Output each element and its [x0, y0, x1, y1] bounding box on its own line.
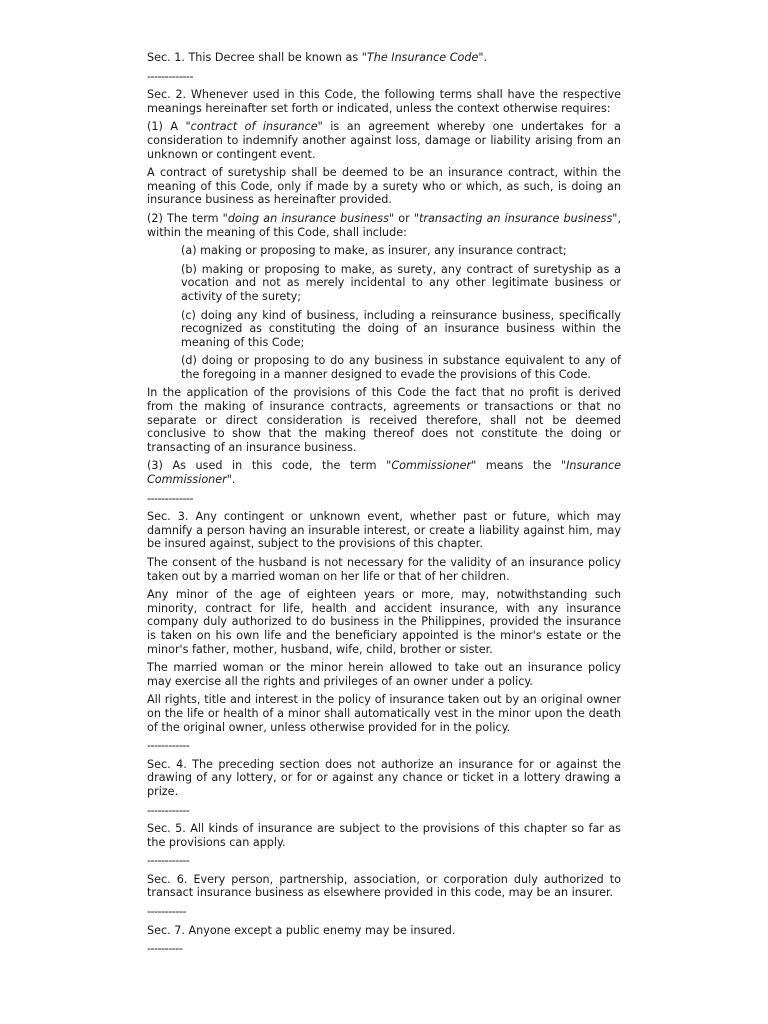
sec2-item-d: (d) doing or proposing to do any business in substance equivalent to any of the foregoing in a manner designed to evade the provisions of this Code. — [181, 354, 621, 381]
text: (2) The term " — [147, 211, 228, 225]
separator: ----------- — [147, 905, 186, 919]
separator: ------------ — [147, 854, 190, 868]
sec2-clause-1 — [147, 120, 621, 161]
text: ". — [226, 473, 236, 487]
separator: ------------- — [147, 491, 193, 505]
text: Sec. 1. This Decree shall be known as " — [147, 51, 367, 64]
code-title: The Insurance Code — [366, 51, 479, 64]
sec5-paragraph: Sec. 5. All kinds of insurance are subject to the provisions of this chapter so far as the provisions can apply. — [147, 822, 621, 849]
text: " means the " — [471, 459, 567, 473]
sec2-intro: Sec. 2. Whenever used in this Code, the following terms shall have the respective meanings hereinafter set forth or indicated, unless the context otherwise requires: — [147, 88, 621, 115]
text: (1) A " — [147, 120, 191, 134]
sec4-paragraph: Sec. 4. The preceding section does not authorize an insurance for or against the drawing of any lottery, or for or against any chance or ticket in a lottery drawing a prize. — [147, 757, 621, 798]
sec3-paragraph: The consent of the husband is not necessary for the validity of an insurance policy taken out by a married woman on her life or that of her children. — [147, 556, 621, 583]
term: transacting an insurance business — [418, 211, 613, 225]
separator: ---------- — [147, 942, 183, 956]
term: Insurance Commissioner — [147, 459, 621, 487]
sec3-paragraph: All rights, title and interest in the policy of insurance taken out by an original owner on the life or health of a minor shall automatically vest in the minor upon the death of the original owner, unless otherwise provided for in the policy. — [147, 693, 621, 734]
sec6-paragraph: Sec. 6. Every person, partnership, association, or corporation duly authorized to transact insurance business as elsewhere provided in this code, may be an insurer. — [147, 872, 621, 900]
term: contract of insurance — [190, 120, 318, 134]
sec2-item-a: (a) making or proposing to make, as insurer, any insurance contract; — [181, 244, 567, 258]
separator: ------------ — [147, 803, 190, 817]
sec2-suretyship: A contract of suretyship shall be deemed to be an insurance contract, within the meaning of this Code, only if made by a surety who or which, as such, is doing an insurance business as hereinafter provided. — [147, 166, 621, 207]
sec2-item-b: (b) making or proposing to make, as surety, any contract of suretyship as a vocation and not as merely incidental to any other legitimate business or activity of the surety; — [181, 262, 621, 303]
text: ". — [478, 51, 488, 64]
sec2-clause-3 — [147, 459, 621, 486]
sec3-paragraph: Sec. 3. Any contingent or unknown event, whether past or future, which may damnify a person having an insurable interest, or create a liability against him, may be insured against, subject to the provisions of this chapter. — [147, 510, 621, 551]
sec2-item-c: (c) doing any kind of business, including a reinsurance business, specifically recognized as constituting the doing of an insurance business within the meaning of this Code; — [181, 308, 621, 349]
text: " or " — [388, 211, 419, 225]
text: (3) As used in this code, the term " — [147, 459, 392, 473]
text: " is an agreement whereby one undertakes for a consideration to indemnify another against loss, damage or liability arising from an unknown or contingent event. — [147, 120, 622, 161]
sec2-application: In the application of the provisions of this Code the fact that no profit is derived from the making of insurance contracts, agreements or transactions or that no separate or direct consideration is received therefore, shall not be deemed conclusive to show that the making thereof does not constitute the doing or transacting of an insurance business. — [147, 386, 621, 454]
sec2-clause-2 — [147, 212, 621, 239]
document-body — [147, 51, 621, 961]
sec1-paragraph — [147, 51, 621, 65]
separator: ------------- — [147, 69, 193, 83]
separator: ------------ — [147, 739, 190, 753]
sec3-paragraph: The married woman or the minor herein allowed to take out an insurance policy may exercise all the rights and privileges of an owner under a policy. — [147, 661, 621, 688]
sec7-paragraph: Sec. 7. Anyone except a public enemy may be insured. — [147, 923, 456, 937]
sec3-paragraph: Any minor of the age of eighteen years or more, may, notwithstanding such minority, contract for life, health and accident insurance, with any insurance company duly authorized to do business in the Philippines, provided the insurance is taken on his own life and the beneficiary appointed is the minor's estate or the minor's father, mother, husband, wife, child, brother or sister. — [147, 588, 621, 656]
term: Commissioner — [391, 459, 472, 473]
text: ", within the meaning of this Code, shall include: — [147, 211, 621, 239]
term: doing an insurance business — [227, 211, 389, 225]
